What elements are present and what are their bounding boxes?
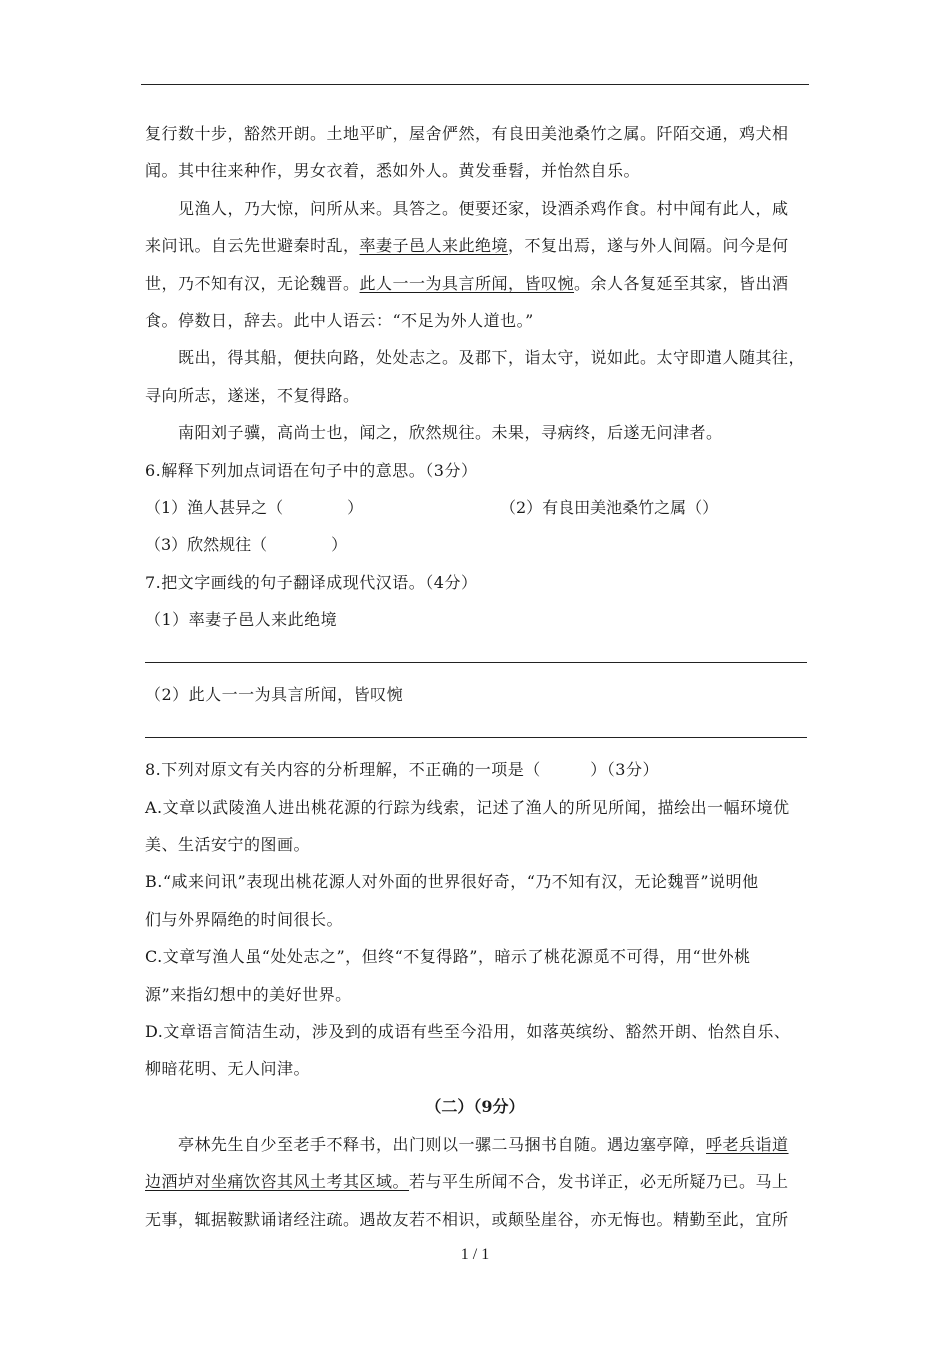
question-7-item-1: （1）率妻子邑人来此绝境: [145, 610, 338, 629]
passage-line: [145, 236, 789, 256]
passage-line: 复行数十步，豁然开朗。土地平旷，屋舍俨然，有良田美池桑竹之属。阡陌交通，鸡犬相: [145, 124, 789, 143]
question-8-stem: 8.下列对原文有关内容的分析理解，不正确的一项是（ ）（3分）: [145, 760, 659, 779]
answer-line: [145, 662, 807, 663]
header-rule: [141, 84, 809, 85]
passage-line: [145, 274, 789, 294]
question-7-item-2: （2）此人一一为具言所闻，皆叹惋: [145, 685, 404, 704]
option-d-line: 柳暗花明、无人问津。: [145, 1059, 311, 1078]
question-6-stem: 6.解释下列加点词语在句子中的意思。（3分）: [145, 461, 478, 480]
page-number: 1 / 1: [460, 1246, 490, 1263]
passage-text: 来问讯。自云先世避秦时乱，: [145, 236, 360, 255]
answer-line: [145, 737, 807, 738]
option-c-line: 源”来指幻想中的美好世界。: [145, 985, 352, 1004]
option-b-line: 们与外界隔绝的时间很长。: [145, 910, 344, 929]
passage-line: 见渔人，乃大惊，问所从来。具答之。便要还家，设酒杀鸡作食。村中闻有此人，咸: [178, 199, 789, 218]
question-6-item-2: （2）有良田美池桑竹之属（）: [500, 498, 719, 517]
passage-line: 既出，得其船，便扶向路，处处志之。及郡下，诣太守，说如此。太守即遣人随其往，: [178, 348, 806, 367]
passage-line: 无事，辄据鞍默诵诸经注疏。遇故友若不相识，或颠坠崖谷，亦无悔也。精勤至此，宜所: [145, 1210, 789, 1229]
question-6-item-3: （3）欣然规往（ ）: [145, 535, 348, 554]
passage-line: [178, 1135, 789, 1155]
passage-line: 闻。其中往来种作，男女衣着，悉如外人。黄发垂髫，并怡然自乐。: [145, 161, 641, 180]
passage-text: ，不复出焉，遂与外人间隔。问今是何: [508, 236, 789, 255]
question-7-stem: 7.把文字画线的句子翻译成现代汉语。（4分）: [145, 573, 478, 592]
underlined-sentence-1: 率妻子邑人来此绝境: [359, 236, 509, 255]
option-c-line: C.文章写渔人虽“处处志之”，但终“不复得路”，暗示了桃花源觅不可得，用“世外桃: [145, 947, 751, 966]
passage-text: 若与平生所闻不合，发书详正，必无所疑乃已。马上: [409, 1172, 789, 1191]
passage-text: 。余人各复延至其家，皆出酒: [574, 274, 789, 293]
option-b-line: B.“咸来问讯”表现出桃花源人对外面的世界很好奇，“乃不知有汉，无论魏晋”说明他: [145, 872, 759, 891]
option-d-line: D.文章语言简洁生动，涉及到的成语有些至今沿用，如落英缤纷、豁然开朗、怡然自乐、: [145, 1022, 791, 1041]
passage-text: 亭林先生自少至老手不释书，出门则以一骡二马捆书自随。遇边塞亭障，: [178, 1135, 707, 1154]
underlined-sentence-3: 边酒垆对坐痛饮咨其风土考其区域。: [145, 1172, 410, 1191]
underlined-sentence-2: 此人一一为具言所闻，皆叹惋: [359, 274, 575, 293]
option-a-line: A.文章以武陵渔人进出桃花源的行踪为线索，记述了渔人的所见所闻，描绘出一幅环境优: [145, 798, 790, 817]
section-heading: （二）（9分）: [425, 1097, 525, 1116]
question-6-item-1: （1）渔人甚异之（ ）: [145, 498, 364, 517]
option-a-line: 美、生活安宁的图画。: [145, 835, 311, 854]
underlined-sentence-3: 呼老兵诣道: [706, 1135, 789, 1154]
passage-text: 世，乃不知有汉，无论魏晋。: [145, 274, 360, 293]
passage-line: 南阳刘子骥，高尚士也，闻之，欣然规往。未果，寻病终，后遂无问津者。: [178, 423, 723, 442]
passage-line: [145, 1172, 789, 1192]
passage-line: 食。停数日，辞去。此中人语云：“不足为外人道也。”: [145, 311, 534, 330]
passage-line: 寻向所志，遂迷，不复得路。: [145, 386, 360, 405]
